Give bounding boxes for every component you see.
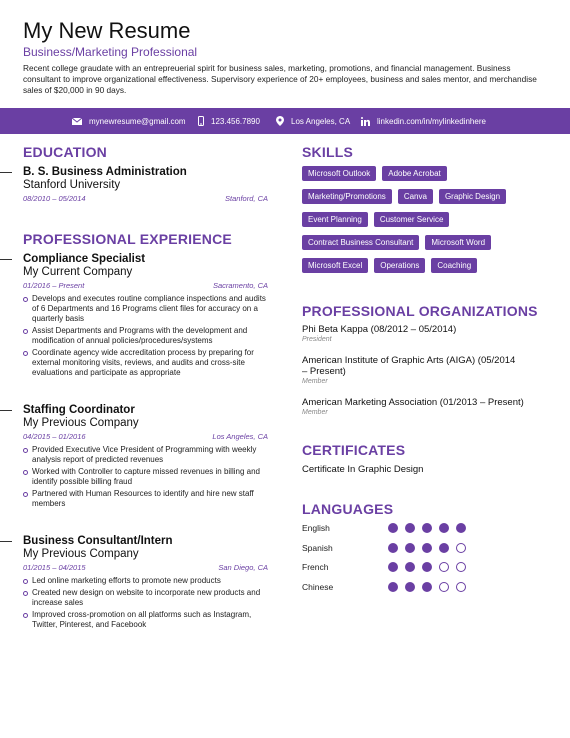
resume-summary: Recent college graudate with an entrepreuerial spirit for business sales, marketing, promotions, and financial management. Business consultant to improve organizational effectiveness. Supervisory experience of 20+ employees, business and sales mentor, and merchandise sales of $20,000 in 90 days. [23,63,537,95]
job-title: Staffing Coordinator [23,404,135,416]
bullet-icon [23,579,28,584]
skill-row [302,166,552,181]
organization-role: President [302,336,332,343]
job-dates: 04/2015 – 01/2016 [23,432,86,441]
filled-dot-icon [388,543,398,553]
skill-chip: Canva [398,189,433,204]
experience-item [23,252,268,380]
resume-name: My New Resume [23,18,191,43]
bullet-icon [23,297,28,302]
skills-list [302,166,552,281]
skill-chip: Microsoft Excel [302,258,368,273]
contact-phone[interactable] [198,108,260,134]
email-text: mynewresume@gmail.com [89,116,186,126]
filled-dot-icon [422,582,432,592]
bullet-icon [23,329,28,334]
filled-dot-icon [422,543,432,553]
timeline-marker [0,172,12,173]
job-bullets [23,576,268,630]
organization-item [302,397,552,416]
list-item: Worked with Controller to capture missed revenues in billing and identify possible billing fraud [23,467,268,487]
job-location: San Diego, CA [218,563,268,572]
contact-email[interactable] [72,108,186,134]
resume-subtitle: Business/Marketing Professional [23,45,198,59]
experience-item [23,534,268,632]
location-text: Los Angeles, CA [291,116,351,126]
list-item: Assist Departments and Programs with the development and modification of annual policies/procedures/systems [23,326,268,346]
filled-dot-icon [422,523,432,533]
resume-header [23,18,548,96]
filled-dot-icon [456,523,466,533]
language-row [302,560,552,574]
skill-chip: Event Planning [302,212,368,227]
skill-chip: Microsoft Word [425,235,491,250]
organization-name: American Marketing Association (01/2013 – Present) [302,397,524,408]
linkedin-icon [361,117,370,126]
skill-chip: Customer Service [374,212,450,227]
proficiency-rating [388,562,473,572]
proficiency-rating [388,543,473,553]
language-name: Spanish [302,542,333,553]
company-name: My Previous Company [23,417,139,429]
job-bullets [23,445,268,509]
empty-dot-icon [439,582,449,592]
job-meta [23,563,268,572]
empty-dot-icon [456,562,466,572]
contact-location [276,108,350,134]
bullet-icon [23,613,28,618]
education-title: EDUCATION [23,144,107,160]
proficiency-rating [388,523,473,533]
filled-dot-icon [422,562,432,572]
skill-row [302,212,552,227]
education-dates: 08/2010 – 05/2014 [23,194,86,203]
skill-chip: Marketing/Promotions [302,189,392,204]
filled-dot-icon [405,543,415,553]
filled-dot-icon [405,562,415,572]
empty-dot-icon [439,562,449,572]
organization-name: Phi Beta Kappa (08/2012 – 05/2014) [302,324,457,335]
contact-bar [0,108,570,134]
list-item: Improved cross-promotion on all platforms such as Instagram, Twitter, Pinterest, and Facebook [23,610,268,630]
filled-dot-icon [439,523,449,533]
proficiency-rating [388,582,473,592]
bullet-icon [23,351,28,356]
skill-chip: Graphic Design [439,189,506,204]
language-name: Chinese [302,581,334,592]
organizations-title: PROFESSIONAL ORGANIZATIONS [302,303,538,319]
skill-row [302,235,552,250]
language-name: French [302,562,329,572]
languages-title: LANGUAGES [302,501,394,517]
phone-icon [198,116,204,126]
skills-title: SKILLS [302,144,353,160]
empty-dot-icon [456,582,466,592]
list-item: Develops and executes routine compliance inspections and audits of 6 Departments and 16 Programs client files for accuracy on a quarterly basis [23,294,268,324]
bullet-icon [23,470,28,475]
language-row [302,521,552,535]
job-location: Los Angeles, CA [212,432,268,441]
job-meta [23,432,268,441]
list-item: Led online marketing efforts to promote new products [23,576,268,586]
education-meta [23,194,268,203]
filled-dot-icon [388,582,398,592]
list-item: Provided Executive Vice President of Programming with weekly analysis report of predicted revenues [23,445,268,465]
organization-item [302,355,522,385]
filled-dot-icon [388,562,398,572]
job-title: Compliance Specialist [23,253,146,265]
school-name: Stanford University [23,179,121,191]
bullet-icon [23,448,28,453]
job-bullets [23,294,268,378]
timeline-marker [0,410,12,411]
experience-title: PROFESSIONAL EXPERIENCE [23,231,232,247]
job-location: Sacramento, CA [212,281,268,290]
company-name: My Previous Company [23,548,139,560]
list-item: Partnered with Human Resources to identify and hire new staff members [23,489,268,509]
phone-text: 123.456.7890 [211,116,260,126]
filled-dot-icon [388,523,398,533]
skill-chip: Microsoft Outlook [302,166,376,181]
company-name: My Current Company [23,266,133,278]
language-row [302,541,552,555]
skill-chip: Contract Business Consultant [302,235,419,250]
filled-dot-icon [405,582,415,592]
contact-linkedin[interactable] [361,108,486,134]
list-item: Coordinate agency wide accreditation process by preparing for external monitoring visits, reviews, and audits and cross-site evaluations and participate as appropriate [23,348,268,378]
language-name: English [302,523,330,533]
skill-chip: Coaching [431,258,477,273]
linkedin-text: linkedin.com/in/mylinkedinhere [377,116,486,126]
timeline-marker [0,259,12,260]
experience-item [23,403,268,511]
envelope-icon [72,118,82,125]
filled-dot-icon [439,543,449,553]
bullet-icon [23,492,28,497]
certificate-item: Certificate In Graphic Design [302,464,424,475]
job-dates: 01/2015 – 04/2015 [23,563,86,572]
degree-title: B. S. Business Administration [23,166,187,178]
location-pin-icon [276,116,284,126]
certificates-title: CERTIFICATES [302,442,406,458]
filled-dot-icon [405,523,415,533]
language-row [302,580,552,594]
empty-dot-icon [456,543,466,553]
job-meta [23,281,268,290]
organization-role: Member [302,409,328,416]
skill-chip: Adobe Acrobat [382,166,446,181]
organization-item [302,324,552,343]
timeline-marker [0,541,12,542]
skill-row [302,258,552,273]
skill-chip: Operations [374,258,425,273]
skill-row [302,189,552,204]
job-dates: 01/2016 – Present [23,281,85,290]
job-title: Business Consultant/Intern [23,535,173,547]
organization-name: American Institute of Graphic Arts (AIGA) (05/2014 – Present) [302,355,516,377]
bullet-icon [23,591,28,596]
education-location: Stanford, CA [225,194,268,203]
education-item [23,165,268,203]
list-item: Created new design on website to incorporate new products and increase sales [23,588,268,608]
organization-role: Member [302,378,328,385]
